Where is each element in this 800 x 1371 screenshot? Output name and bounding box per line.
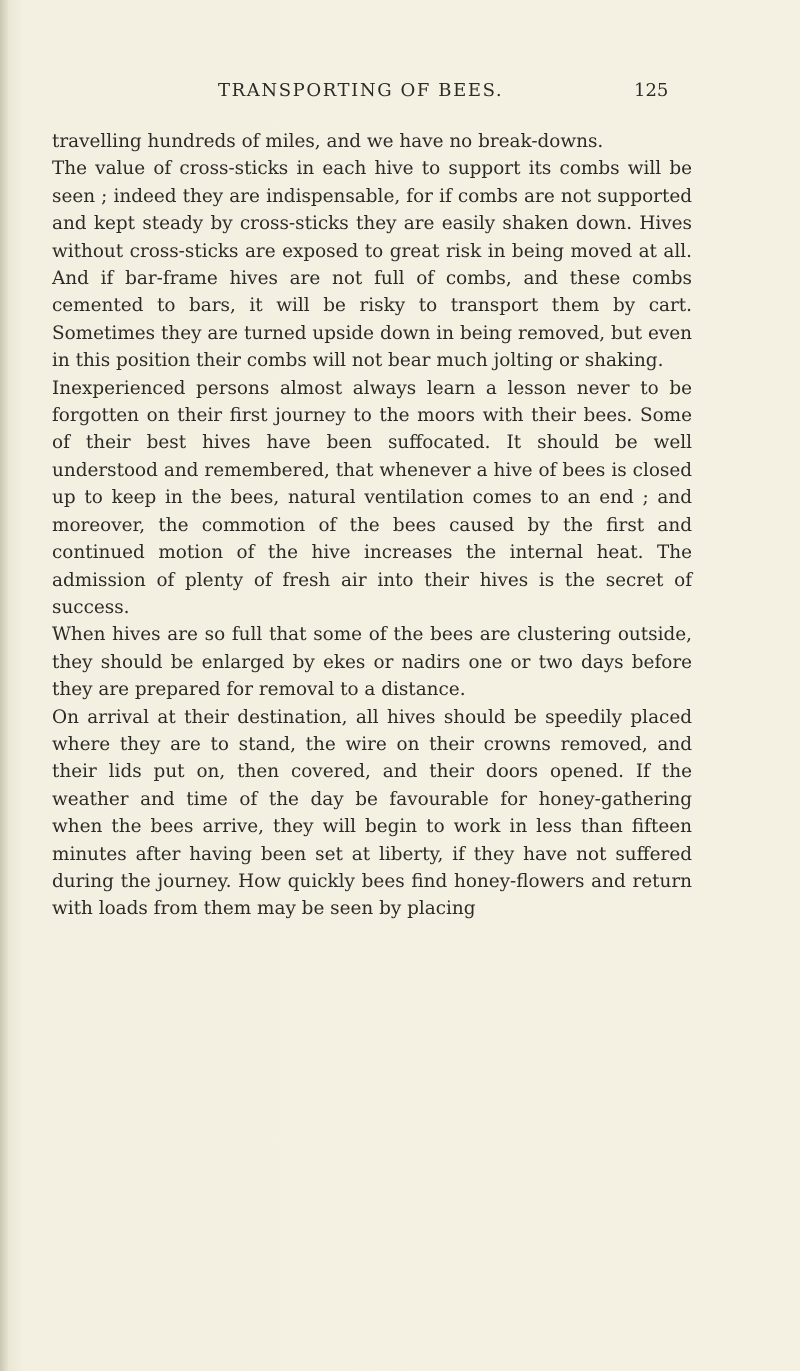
running-head [0, 80, 800, 112]
paragraph: The value of cross-sticks in each hive to support its combs will be seen ; indeed they are indispensable, for if combs are not supported and kept steady by cross-sticks they are easily shaken down. Hives without cross-sticks are exposed to great risk in being moved at all. And if bar-frame hives are not full of combs, and these combs cemented to bars, it will be risky to transport them by cart. Sometimes they are turned upside down in being removed, but even in this position their combs will not bear much jolting or shaking. [52, 158, 692, 372]
paragraph: When hives are so full that some of the bees are clustering outside, they should be enlarged by ekes or nadirs one or two days before they are prepared for removal to a distance. [52, 624, 692, 701]
gutter-shadow [0, 0, 8, 1371]
paragraph: On arrival at their destination, all hives should be speedily placed where they are to stand, the wire on their crowns removed, and their lids put on, then covered, and their doors opened. If the weather and time of the day be favourable for honey-gathering when the bees arrive, they will begin to work in less than fifteen minutes after having been set at liberty, if they have not suffered during the journey. How quickly bees find honey-flowers and return with loads from them may be seen by placing [52, 706, 692, 920]
running-title: TRANSPORTING OF BEES. [218, 80, 504, 101]
body-text [52, 128, 692, 923]
paragraph: Inexperienced persons almost always learn a lesson never to be forgotten on their first journey to the moors with their bees. Some of their best hives have been suffocated. It should be well understood and remembered, that whenever a hive of bees is closed up to keep in the bees, natural ventilation comes to an end ; and moreover, the commotion of the bees caused by the first and continued motion of the hive increases the internal heat. The admission of plenty of fresh air into their hives is the secret of success. [52, 377, 692, 618]
paragraph: travelling hundreds of miles, and we have no break-downs. [52, 131, 604, 152]
page-number: 125 [634, 80, 669, 101]
